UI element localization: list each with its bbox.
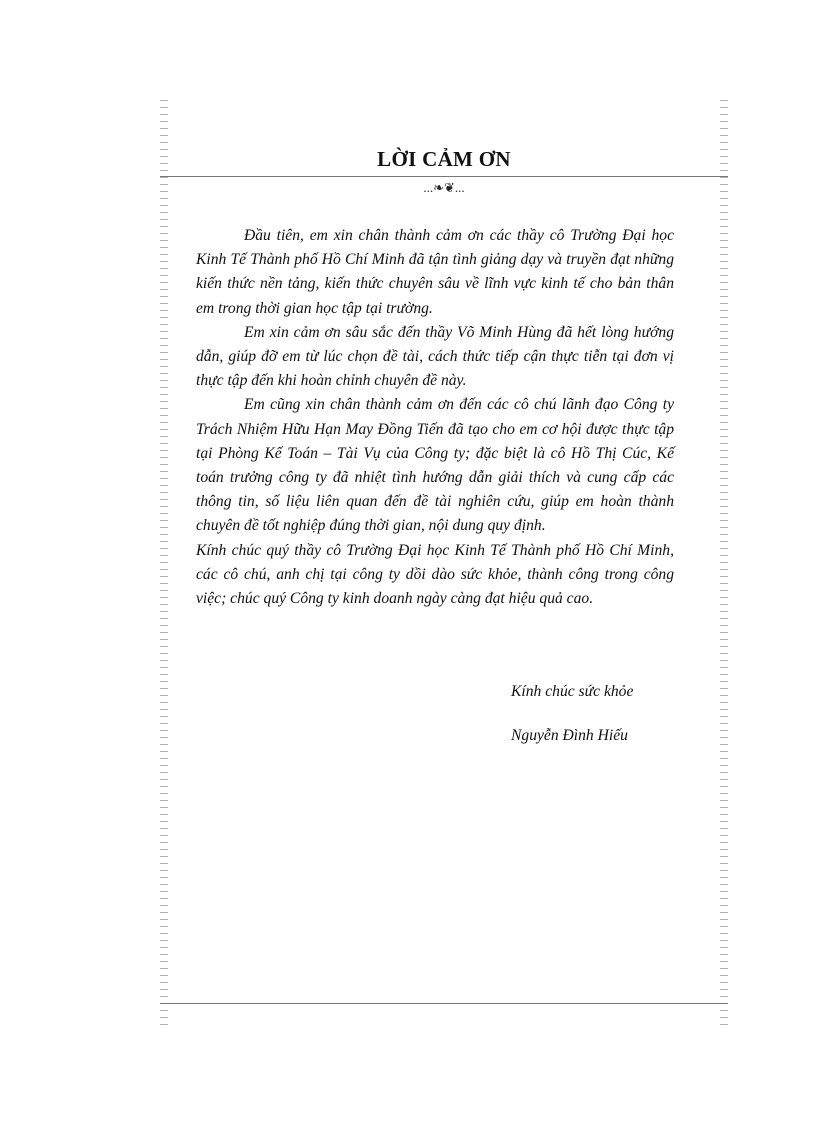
page-title: LỜI CẢM ƠN bbox=[377, 147, 511, 171]
paragraph-advisor: Em xin cảm ơn sâu sắc đến thầy Võ Minh Hùng đã hết lòng hướng dẫn, giúp đỡ em từ lúc chọn đề tài, cách thức tiếp cận thực tiễn tại đơn vị thực tập đến khi hoàn chỉnh chuyên đề này. bbox=[196, 323, 674, 390]
page-border-top bbox=[160, 176, 728, 177]
acknowledgement-body bbox=[196, 224, 674, 611]
page-border-bottom bbox=[160, 1003, 728, 1004]
closing-greeting: Kính chúc sức khỏe bbox=[511, 683, 634, 700]
title-ornament: ...❧❦... bbox=[423, 180, 465, 195]
paragraph-company: Em cũng xin chân thành cảm ơn đến các cô chú lãnh đạo Công ty Trách Nhiệm Hữu Hạn May Đồng Tiến đã tạo cho em cơ hội được thực tập tại Phòng Kế Toán – Tài Vụ của Công ty; đặc biệt là cô Hồ Thị Cúc, Kế toán trưởng công ty đã nhiệt tình hướng dẫn giải thích và cung cấp các thông tin, số liệu liên quan đến đề tài nghiên cứu, giúp em hoàn thành chuyên đề tốt nghiệp đúng thời gian, nội dung quy định. bbox=[196, 396, 674, 535]
author-signature: Nguyễn Đình Hiếu bbox=[511, 727, 628, 744]
paragraph-intro: Đầu tiên, em xin chân thành cảm ơn các thầy cô Trường Đại học Kinh Tế Thành phố Hồ Chí Minh đã tận tình giảng dạy và truyền đạt những kiến thức nền tảng, kiến thức chuyên sâu về lĩnh vực kinh tế cho bản thân em trong thời gian học tập tại trường. bbox=[196, 227, 674, 317]
page-border-right bbox=[720, 100, 728, 1025]
page-border-left bbox=[160, 100, 168, 1025]
paragraph-wishes: Kính chúc quý thầy cô Trường Đại học Kinh Tế Thành phố Hồ Chí Minh, các cô chú, anh chị tại công ty dồi dào sức khỏe, thành công trong công việc; chúc quý Công ty kinh doanh ngày càng đạt hiệu quả cao. bbox=[196, 541, 674, 608]
